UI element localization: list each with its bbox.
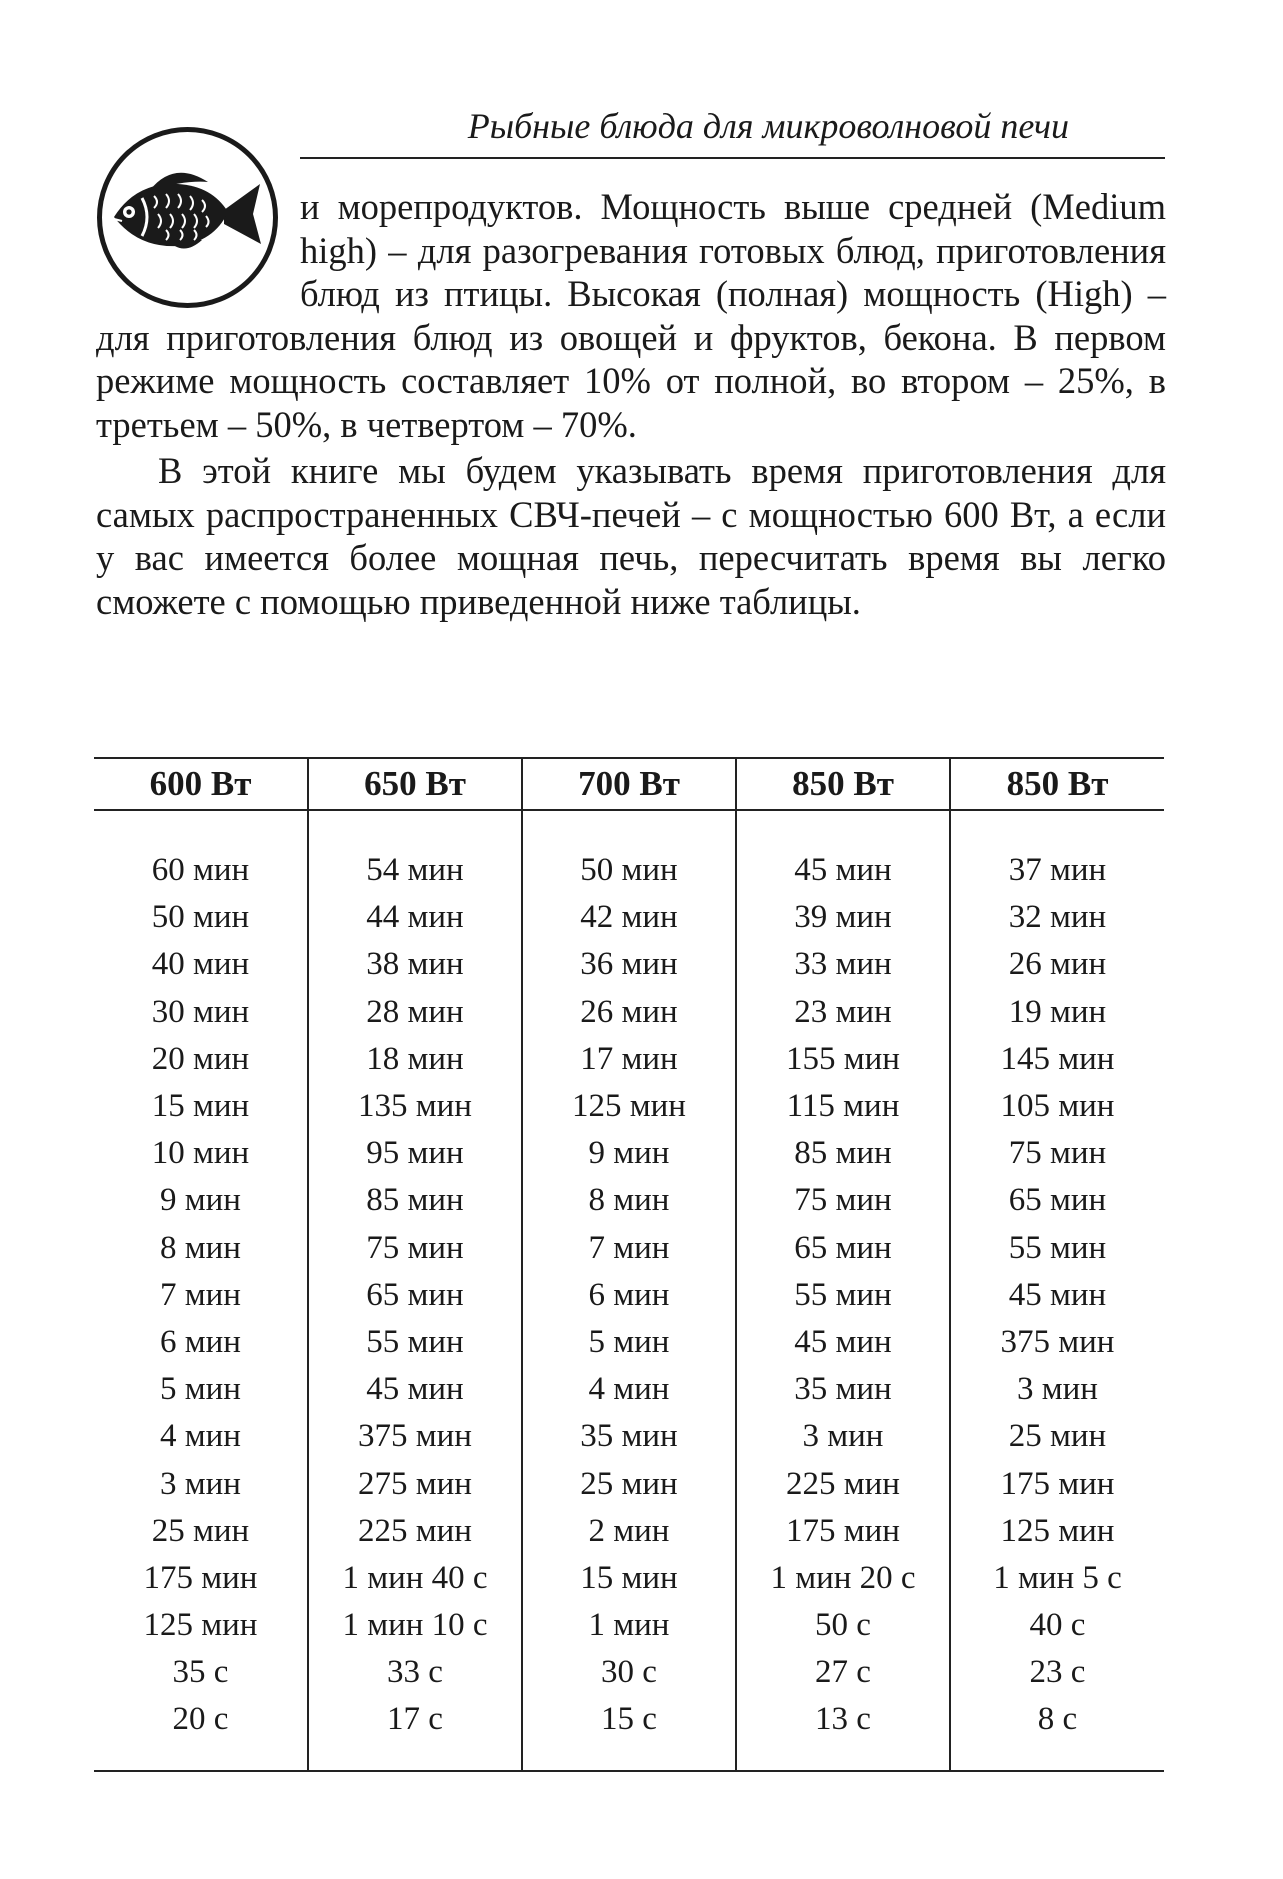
table-row — [94, 894, 1164, 941]
table-cell: 125 мин — [522, 1083, 736, 1130]
table-row — [94, 1555, 1164, 1602]
table-cell: 8 мин — [522, 1177, 736, 1224]
table-cell: 5 мин — [160, 1371, 241, 1408]
table-cell: 15 мин — [522, 1555, 736, 1602]
table-row — [94, 1508, 1164, 1555]
table-tail-cell — [308, 1744, 522, 1771]
table-cell: 27 с — [736, 1649, 950, 1696]
table-cell: 40 с — [950, 1602, 1164, 1649]
table-cell: 75 мин — [950, 1130, 1164, 1177]
table-cell: 45 мин — [950, 1272, 1164, 1319]
table-cell: 115 мин — [736, 1083, 950, 1130]
table-cell: 175 мин — [950, 1460, 1164, 1507]
table-cell: 26 мин — [522, 989, 736, 1036]
table-cell: 17 с — [308, 1696, 522, 1743]
table-cell: 6 мин — [522, 1272, 736, 1319]
table-cell: 19 мин — [950, 989, 1164, 1036]
table-cell: 125 мин — [950, 1508, 1164, 1555]
paragraph-1: и морепродуктов. Мощность выше средней (Medium high) – для разогревания готовых блюд, приготовления блюд из птицы. Высокая (полная) мощность (High) – для приготовления блюд из овощей и фруктов, бекона. В первом режиме мощность составляет 10% от полной, во втором – 25%, в третьем – 50%, в четвертом – 70%. — [96, 186, 1166, 445]
table-cell: 65 мин — [308, 1272, 522, 1319]
table-cell: 17 мин — [522, 1036, 736, 1083]
table-cell: 18 мин — [308, 1036, 522, 1083]
table-row — [94, 1366, 1164, 1413]
paragraph-2: В этой книге мы будем указывать время приготовления для самых распространенных СВЧ-печей – с мощностью 600 Вт, а если у вас имеется более мощная печь, пересчитать время вы легко сможете с помощью приведенной ниже таблицы. — [96, 450, 1166, 622]
table-cell: 65 мин — [950, 1177, 1164, 1224]
table-cell: 275 мин — [308, 1460, 522, 1507]
table-row — [94, 1319, 1164, 1366]
table-tail-row — [94, 1744, 1164, 1771]
table-cell: 54 мин — [308, 847, 522, 894]
table-cell: 8 с — [950, 1696, 1164, 1743]
emblem-wrap-space — [96, 185, 300, 313]
table-tail-cell — [950, 1744, 1164, 1771]
power-conversion-table — [94, 757, 1164, 1772]
table-cell: 75 мин — [308, 1225, 522, 1272]
table-cell: 30 мин — [151, 993, 250, 1030]
table-cell: 50 мин — [522, 847, 736, 894]
table-row — [94, 847, 1164, 894]
table-cell: 375 мин — [308, 1413, 522, 1460]
table-cell: 33 мин — [736, 941, 950, 988]
table-cell: 44 мин — [308, 894, 522, 941]
table-cell: 9 мин — [160, 1182, 241, 1219]
body-text — [96, 185, 1166, 623]
table-cell: 55 мин — [308, 1319, 522, 1366]
table-cell: 39 мин — [736, 894, 950, 941]
table-cell: 105 мин — [950, 1083, 1164, 1130]
table-cell: 10 мин — [151, 1135, 250, 1172]
table-row — [94, 1177, 1164, 1224]
table-row — [94, 1602, 1164, 1649]
table-spacer-cell — [950, 810, 1164, 847]
table-cell: 32 мин — [950, 894, 1164, 941]
table-cell: 40 мин — [151, 946, 250, 983]
table-row — [94, 941, 1164, 988]
table-cell: 25 мин — [522, 1460, 736, 1507]
table-cell: 85 мин — [308, 1177, 522, 1224]
table-cell: 35 с — [172, 1654, 229, 1691]
table-row — [94, 1083, 1164, 1130]
table-spacer-cell — [522, 810, 736, 847]
running-head: Рыбные блюда для микроволновой печи — [467, 106, 1069, 146]
table-cell: 5 мин — [522, 1319, 736, 1366]
table-cell: 45 мин — [308, 1366, 522, 1413]
table-spacer-cell — [94, 810, 308, 847]
table-cell: 175 мин — [736, 1508, 950, 1555]
table-header-850w: 850 Вт — [736, 758, 950, 810]
table-cell: 28 мин — [308, 989, 522, 1036]
table-cell: 15 с — [522, 1696, 736, 1743]
table-cell: 65 мин — [736, 1225, 950, 1272]
table-row — [94, 1130, 1164, 1177]
table-cell: 36 мин — [522, 941, 736, 988]
header-rule — [300, 157, 1165, 159]
table-row — [94, 1272, 1164, 1319]
table-tail-cell — [94, 1744, 308, 1771]
table-spacer-cell — [736, 810, 950, 847]
table-cell: 45 мин — [736, 1319, 950, 1366]
table-cell: 55 мин — [950, 1225, 1164, 1272]
table-cell: 155 мин — [736, 1036, 950, 1083]
table-header-row — [94, 758, 1164, 810]
table-cell: 23 с — [950, 1649, 1164, 1696]
table-row — [94, 1696, 1164, 1743]
table-spacer-cell — [308, 810, 522, 847]
table-cell: 9 мин — [522, 1130, 736, 1177]
table-cell: 1 мин 10 с — [308, 1602, 522, 1649]
table-cell: 7 мин — [160, 1276, 241, 1313]
table-cell: 1 мин 40 с — [308, 1555, 522, 1602]
table-header-650w: 650 Вт — [308, 758, 522, 810]
table-row — [94, 1036, 1164, 1083]
table-cell: 25 мин — [151, 1512, 250, 1549]
table-cell: 225 мин — [308, 1508, 522, 1555]
table-cell: 175 мин — [143, 1559, 258, 1596]
table-cell: 8 мин — [160, 1229, 241, 1266]
table-row — [94, 1460, 1164, 1507]
table-cell: 30 с — [522, 1649, 736, 1696]
table-cell: 225 мин — [736, 1460, 950, 1507]
table-row — [94, 1225, 1164, 1272]
table-cell: 4 мин — [522, 1366, 736, 1413]
table-cell: 1 мин 5 с — [950, 1555, 1164, 1602]
table-cell: 45 мин — [736, 847, 950, 894]
table-cell: 145 мин — [950, 1036, 1164, 1083]
table-row — [94, 1413, 1164, 1460]
table-tail-cell — [522, 1744, 736, 1771]
table-header-600w: 600 Вт — [94, 758, 308, 810]
table-cell: 50 мин — [151, 899, 250, 936]
power-conversion-table-wrap — [94, 757, 1164, 1772]
table-cell: 20 с — [172, 1701, 229, 1738]
table-cell: 85 мин — [736, 1130, 950, 1177]
table-cell: 3 мин — [160, 1465, 241, 1502]
table-cell: 35 мин — [736, 1366, 950, 1413]
table-header-700w: 700 Вт — [522, 758, 736, 810]
table-tail-cell — [736, 1744, 950, 1771]
table-row — [94, 1649, 1164, 1696]
table-body — [94, 810, 1164, 1771]
table-cell: 26 мин — [950, 941, 1164, 988]
table-cell: 7 мин — [522, 1225, 736, 1272]
table-cell: 1 мин — [522, 1602, 736, 1649]
table-cell: 42 мин — [522, 894, 736, 941]
table-spacer-row — [94, 810, 1164, 847]
table-cell: 75 мин — [736, 1177, 950, 1224]
table-cell: 33 с — [308, 1649, 522, 1696]
table-cell: 3 мин — [950, 1366, 1164, 1413]
table-cell: 23 мин — [736, 989, 950, 1036]
table-cell: 375 мин — [950, 1319, 1164, 1366]
table-cell: 20 мин — [151, 1040, 250, 1077]
table-cell: 25 мин — [950, 1413, 1164, 1460]
table-header-850w-second: 850 Вт — [950, 758, 1164, 810]
table-cell: 2 мин — [522, 1508, 736, 1555]
table-cell: 95 мин — [308, 1130, 522, 1177]
table-cell: 4 мин — [160, 1418, 241, 1455]
table-cell: 3 мин — [736, 1413, 950, 1460]
table-cell: 13 с — [736, 1696, 950, 1743]
table-row — [94, 989, 1164, 1036]
table-cell: 37 мин — [950, 847, 1164, 894]
table-cell: 125 мин — [143, 1607, 258, 1644]
table-cell: 35 мин — [522, 1413, 736, 1460]
table-cell: 50 с — [736, 1602, 950, 1649]
table-cell: 15 мин — [151, 1088, 250, 1125]
table-cell: 55 мин — [736, 1272, 950, 1319]
table-cell: 60 мин — [151, 852, 250, 889]
table-cell: 6 мин — [160, 1323, 241, 1360]
table-cell: 1 мин 20 с — [736, 1555, 950, 1602]
table-cell: 38 мин — [308, 941, 522, 988]
table-cell: 135 мин — [308, 1083, 522, 1130]
